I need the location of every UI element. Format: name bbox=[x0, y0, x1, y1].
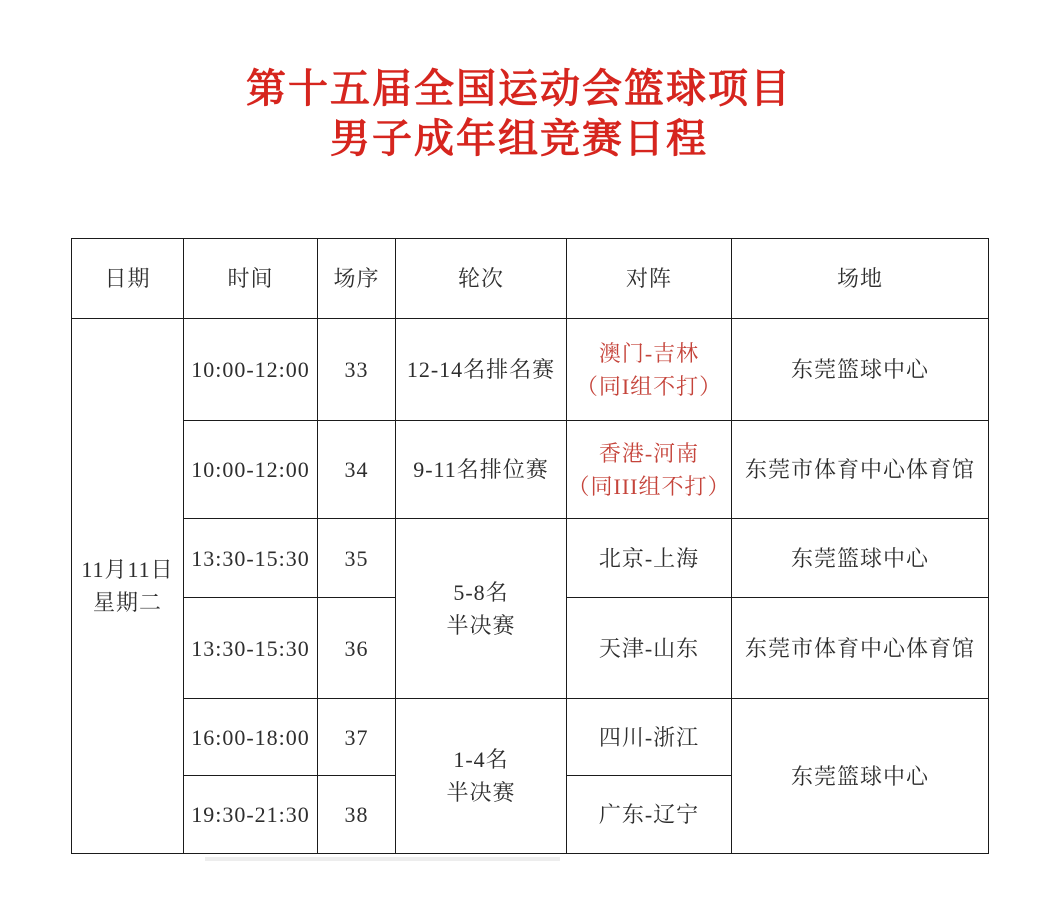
table-row bbox=[72, 421, 989, 519]
date-line1: 11月11日 bbox=[81, 557, 174, 582]
venue-cell-merged: 东莞篮球中心 bbox=[732, 699, 989, 854]
matchup-cell bbox=[567, 421, 732, 519]
matchup-cell bbox=[567, 319, 732, 421]
venue-cell: 东莞市体育中心体育馆 bbox=[732, 598, 989, 699]
venue-cell: 东莞篮球中心 bbox=[732, 319, 989, 421]
page-title-line1: 第十五届全国运动会篮球项目 bbox=[246, 67, 792, 111]
matchup-line2: （同III组不打） bbox=[567, 473, 731, 499]
table-shadow-artifact bbox=[205, 857, 560, 861]
header-match-no: 场序 bbox=[318, 239, 396, 319]
round-cell-semifinal-1-4 bbox=[396, 699, 567, 854]
match-no-cell: 33 bbox=[318, 319, 396, 421]
round-cell: 12-14名排名赛 bbox=[396, 319, 567, 421]
header-matchup: 对阵 bbox=[567, 239, 732, 319]
table-row bbox=[72, 699, 989, 776]
round-line2: 半决赛 bbox=[446, 612, 516, 638]
match-no-cell: 36 bbox=[318, 598, 396, 699]
time-cell: 16:00-18:00 bbox=[184, 699, 318, 776]
match-no-cell: 38 bbox=[318, 776, 396, 854]
matchup-line2: （同I组不打） bbox=[575, 373, 723, 399]
header-row bbox=[72, 239, 989, 319]
table-row bbox=[72, 519, 989, 598]
matchup-cell: 广东-辽宁 bbox=[567, 776, 732, 854]
match-no-cell: 37 bbox=[318, 699, 396, 776]
header-round: 轮次 bbox=[396, 239, 567, 319]
round-line1: 5-8名 bbox=[453, 579, 509, 605]
venue-cell: 东莞市体育中心体育馆 bbox=[732, 421, 989, 519]
matchup-line1: 澳门-吉林 bbox=[598, 340, 700, 366]
venue-cell: 东莞篮球中心 bbox=[732, 519, 989, 598]
header-date: 日期 bbox=[72, 239, 184, 319]
time-cell: 19:30-21:30 bbox=[184, 776, 318, 854]
matchup-line1: 香港-河南 bbox=[598, 440, 700, 466]
time-cell: 13:30-15:30 bbox=[184, 519, 318, 598]
round-line2: 半决赛 bbox=[446, 780, 516, 805]
match-no-cell: 35 bbox=[318, 519, 396, 598]
header-venue: 场地 bbox=[732, 239, 989, 319]
schedule-table bbox=[71, 238, 989, 854]
time-cell: 10:00-12:00 bbox=[184, 319, 318, 421]
matchup-cell: 北京-上海 bbox=[567, 519, 732, 598]
page-title bbox=[0, 0, 1038, 164]
round-line1: 1-4名 bbox=[453, 747, 509, 772]
round-cell: 9-11名排位赛 bbox=[396, 421, 567, 519]
table-row bbox=[72, 319, 989, 421]
matchup-cell: 四川-浙江 bbox=[567, 699, 732, 776]
page-title-line2: 男子成年组竞赛日程 bbox=[330, 117, 708, 161]
header-time: 时间 bbox=[184, 239, 318, 319]
date-line2: 星期二 bbox=[92, 590, 162, 615]
date-cell bbox=[72, 319, 184, 854]
round-cell-semifinal-5-8 bbox=[396, 519, 567, 699]
time-cell: 10:00-12:00 bbox=[184, 421, 318, 519]
time-cell: 13:30-15:30 bbox=[184, 598, 318, 699]
matchup-cell: 天津-山东 bbox=[567, 598, 732, 699]
match-no-cell: 34 bbox=[318, 421, 396, 519]
